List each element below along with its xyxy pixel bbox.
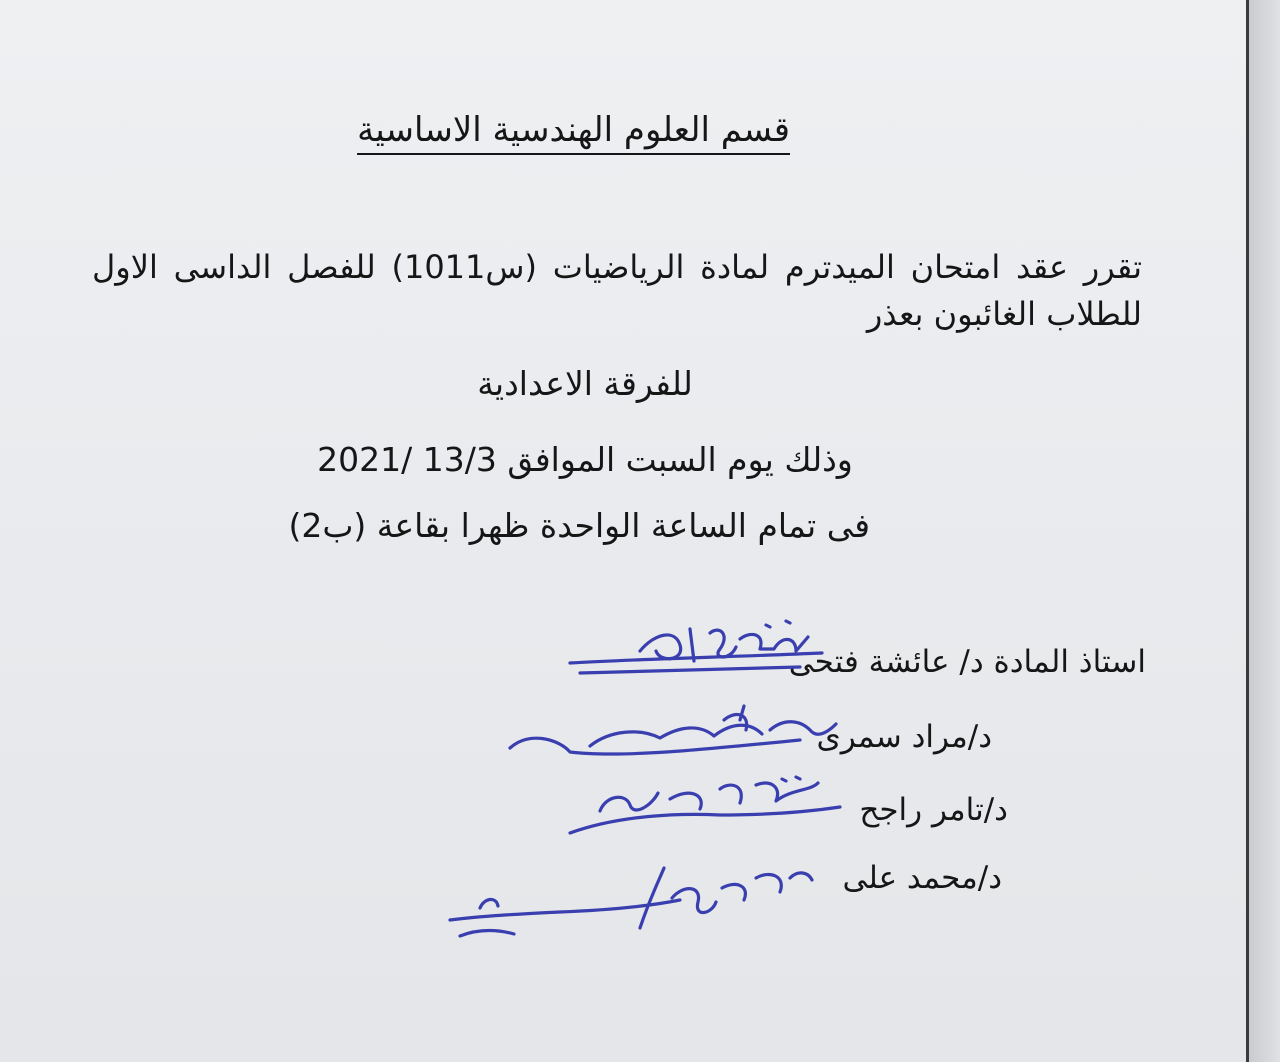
department-heading: قسم العلوم الهندسية الاساسية bbox=[357, 110, 790, 150]
signatory-murad: د/مراد سمرى bbox=[816, 719, 992, 755]
announcement-text: تقرر عقد امتحان الميدترم لمادة الرياضيات (س1011) للفصل الداسى الاول للطلاب الغائبون بعذر bbox=[92, 248, 1143, 333]
exam-date-line: وذلك يوم السبت الموافق 13/3 /2021 bbox=[317, 440, 853, 479]
signature-4 bbox=[440, 858, 820, 958]
exam-time-place-line: فى تمام الساعة الواحدة ظهرا بقاعة (ب2) bbox=[288, 506, 870, 545]
signatory-mohamed: د/محمد على bbox=[842, 860, 1002, 896]
signature-1 bbox=[560, 615, 850, 695]
signature-2 bbox=[500, 700, 840, 770]
student-group-line: للفرقة الاعدادية bbox=[477, 364, 693, 403]
signatory-tamer: د/تامر راجح bbox=[859, 792, 1008, 828]
page-edge-shadow bbox=[1249, 0, 1280, 1062]
signature-3 bbox=[560, 775, 850, 845]
signatory-course-professor: استاذ المادة د/ عائشة فتحى bbox=[788, 644, 1146, 680]
